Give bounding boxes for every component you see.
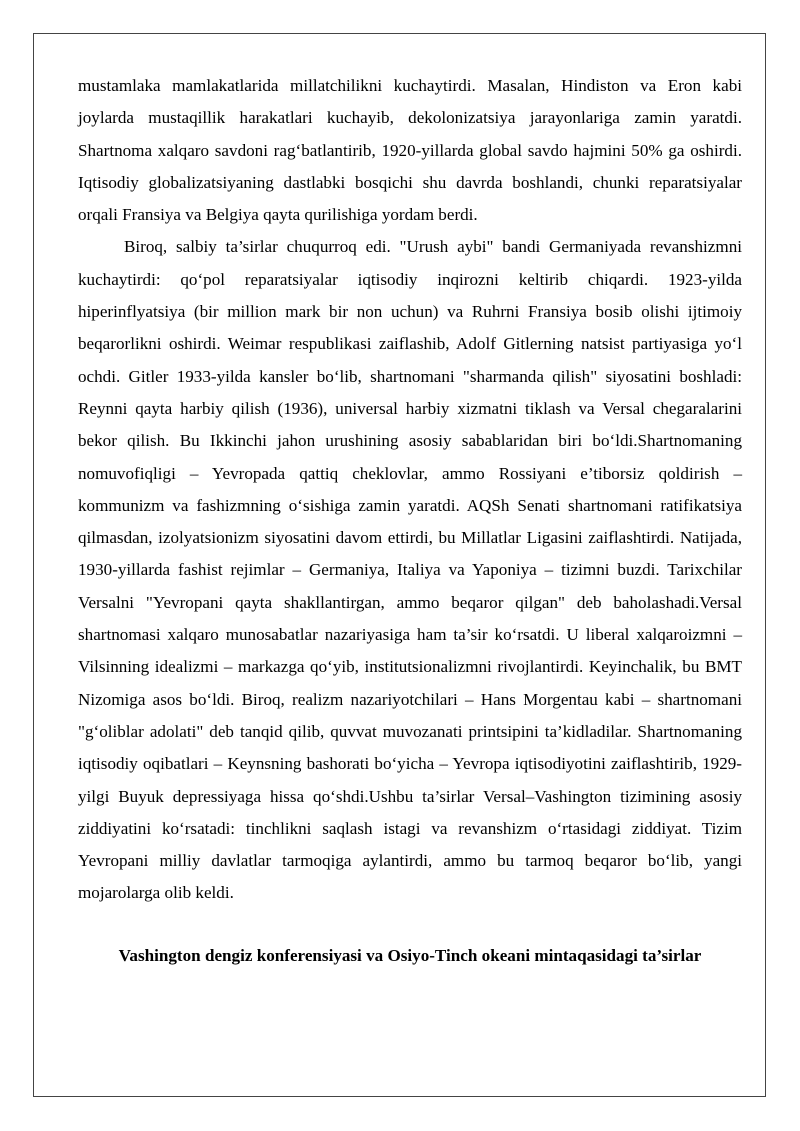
document-body bbox=[78, 70, 742, 972]
paragraph-continuation: mustamlaka mamlakatlarida millatchilikni kuchaytirdi. Masalan, Hindiston va Eron kabi joylarda mustaqillik harakatlari kuchayib, dekolonizatsiya jarayonlariga zamin yaratdi. Shartnoma xalqaro savdoni rag‘batlantirib, 1920-yillarda global savdo hajmini 50% ga oshirdi. Iqtisodiy globalizatsiyaning dastlabki bosqichi shu davrda boshlandi, chunki reparatsiyalar orqali Fransiya va Belgiya qayta qurilishiga yordam berdi. bbox=[78, 76, 742, 225]
section-heading: Vashington dengiz konferensiyasi va Osiyo-Tinch okeani mintaqasidagi ta’sirlar bbox=[118, 945, 702, 965]
paragraph-negative-effects: Biroq, salbiy ta’sirlar chuqurroq edi. "Urush aybi" bandi Germaniyada revanshizmni kuchaytirdi: qo‘pol reparatsiyalar iqtisodiy inqirozni keltirib chiqardi. 1923-yilda hiperinflyatsiya (bir million mark bir non uchun) va Ruhrni Fransiya bosib olishi ijtimoiy beqarorlikni oshirdi. Weimar respublikasi zaiflashib, Adolf Gitlerning natsist partiyasiga yo‘l ochdi. Gitler 1933-yilda kansler bo‘lib, shartnomani "sharmanda qilish" siyosatini boshladi: Reynni qayta harbiy qilish (1936), universal harbiy xizmatni tiklash va Versal chegaralarini bekor qilish. Bu Ikkinchi jahon urushining asosiy sabablaridan biri bo‘ldi.Shartnomaning nomuvofiqligi – Yevropada qattiq cheklovlar, ammo Rossiyani e’tiborsiz qoldirish – kommunizm va fashizmning o‘sishiga zamin yaratdi. AQSh Senati shartnomani ratifikatsiya qilmasdan, izolyatsionizm siyosatini davom ettirdi, bu Millatlar Ligasini zaiflashtirdi. Natijada, 1930-yillarda fashist rejimlar – Germaniya, Italiya va Yaponiya – tizimni buzdi. Tarixchilar Versalni "Yevropani qayta shakllantirgan, ammo beqaror qilgan" deb baholashadi.Versal shartnomasi xalqaro munosabatlar nazariyasiga ham ta’sir ko‘rsatdi. U liberal xalqaroizmni – Vilsinning idealizmi – markazga qo‘yib, institutsionalizmni rivojlantirdi. Keyinchalik, bu BMT Nizomiga asos bo‘ldi. Biroq, realizm nazariyotchilari – Hans Morgentau kabi – shartnomani "g‘oliblar adolati" deb tanqid qilib, quvvat muvozanati printsipini ta’kidladilar. Shartnomaning iqtisodiy oqibatlari – Keynsning bashorati bo‘yicha – Yevropa iqtisodiyotini zaiflashtirib, 1929-yilgi Buyuk depressiyaga hissa qo‘shdi.Ushbu ta’sirlar Versal–Vashington tizimining asosiy ziddiyatini ko‘rsatadi: tinchlikni saqlash istagi va revanshizm o‘rtasidagi ziddiyat. Tizim Yevropani milliy davlatlar tarmoqiga aylantirdi, ammo bu tarmoq beqaror bo‘lib, yangi mojarolarga olib keldi. bbox=[78, 237, 742, 903]
